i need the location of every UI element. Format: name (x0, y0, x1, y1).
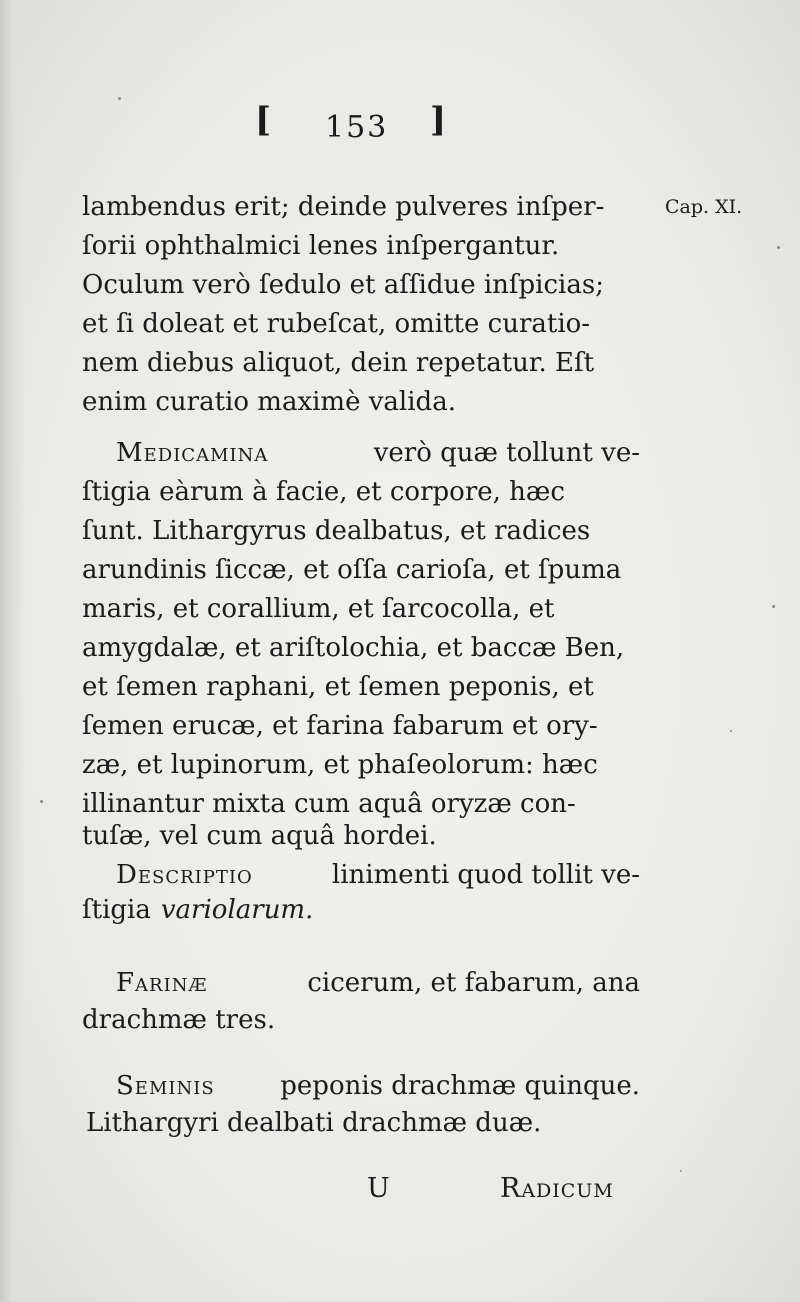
italic-term: variolarum. (160, 895, 314, 925)
text-line: Medicamina verò quæ tollunt ve- (116, 433, 640, 473)
text-line: illinantur mixta cum aquâ oryzæ con- (82, 789, 576, 819)
scan-speck (680, 1170, 682, 1172)
text-line: lambendus erit; deinde pulveres inſper- (82, 192, 605, 222)
text-line: maris, et corallium, et ſarcocolla, et (82, 594, 555, 624)
text-line: et ſi doleat et rubeſcat, omitte curatio- (82, 309, 591, 339)
text-line: Descriptio linimenti quod tollit ve- (116, 855, 640, 895)
spine-shadow (0, 0, 26, 1302)
paragraph-lead-word: Farinæ (116, 968, 208, 998)
text-line: ſunt. Lithargyrus dealbatus, et radices (82, 516, 591, 546)
text-line: Oculum verò ſedulo et aſſidue inſpicias; (82, 270, 604, 300)
scan-speck (118, 97, 121, 100)
scan-speck (40, 800, 43, 803)
bracket-left: [ (255, 100, 274, 140)
text-line: ſemen erucæ, et farina fabarum et ory- (82, 711, 598, 741)
paragraph-lead-word: Descriptio (116, 860, 253, 890)
text-line: Lithargyri dealbati drachmæ duæ. (86, 1108, 542, 1138)
margin-chapter-note: Cap. XI. (665, 196, 743, 218)
scan-speck (777, 246, 780, 249)
text-line: arundinis ſiccæ, et oſſa carioſa, et ſpuma (82, 555, 622, 585)
signature-mark: U (367, 1173, 390, 1204)
bracket-right: ] (430, 100, 449, 140)
scan-speck (730, 730, 732, 732)
catchword: Radicum (500, 1173, 614, 1204)
text-line: amygdalæ, et ariſtolochia, et baccæ Ben, (82, 633, 625, 663)
text-line: drachmæ tres. (82, 1005, 276, 1035)
text-line: enim curatio maximè valida. (82, 387, 456, 417)
text-line: Seminis peponis drachmæ quinque. (116, 1066, 640, 1106)
text-line: zæ, et lupinorum, et phaſeolorum: hæc (82, 750, 598, 780)
text-line: Farinæ cicerum, et fabarum, ana (116, 963, 640, 1003)
text-line: et ſemen raphani, et ſemen peponis, et (82, 672, 594, 702)
text-line: ſorii ophthalmici lenes inſpergantur. (82, 231, 560, 261)
page-header (255, 100, 465, 160)
scan-speck (772, 605, 775, 608)
page-number: 153 (325, 110, 389, 145)
text-line: tuſæ, vel cum aquâ hordei. (82, 821, 437, 851)
paragraph-lead-word: Seminis (116, 1071, 215, 1101)
paragraph-lead-word: Medicamina (116, 438, 269, 468)
text-line: nem diebus aliquot, dein repetatur. Eſt (82, 348, 595, 378)
text-line: ſtigia eàrum à facie, et corpore, hæc (82, 477, 565, 507)
text-line: ſtigia variolarum. (82, 890, 640, 930)
